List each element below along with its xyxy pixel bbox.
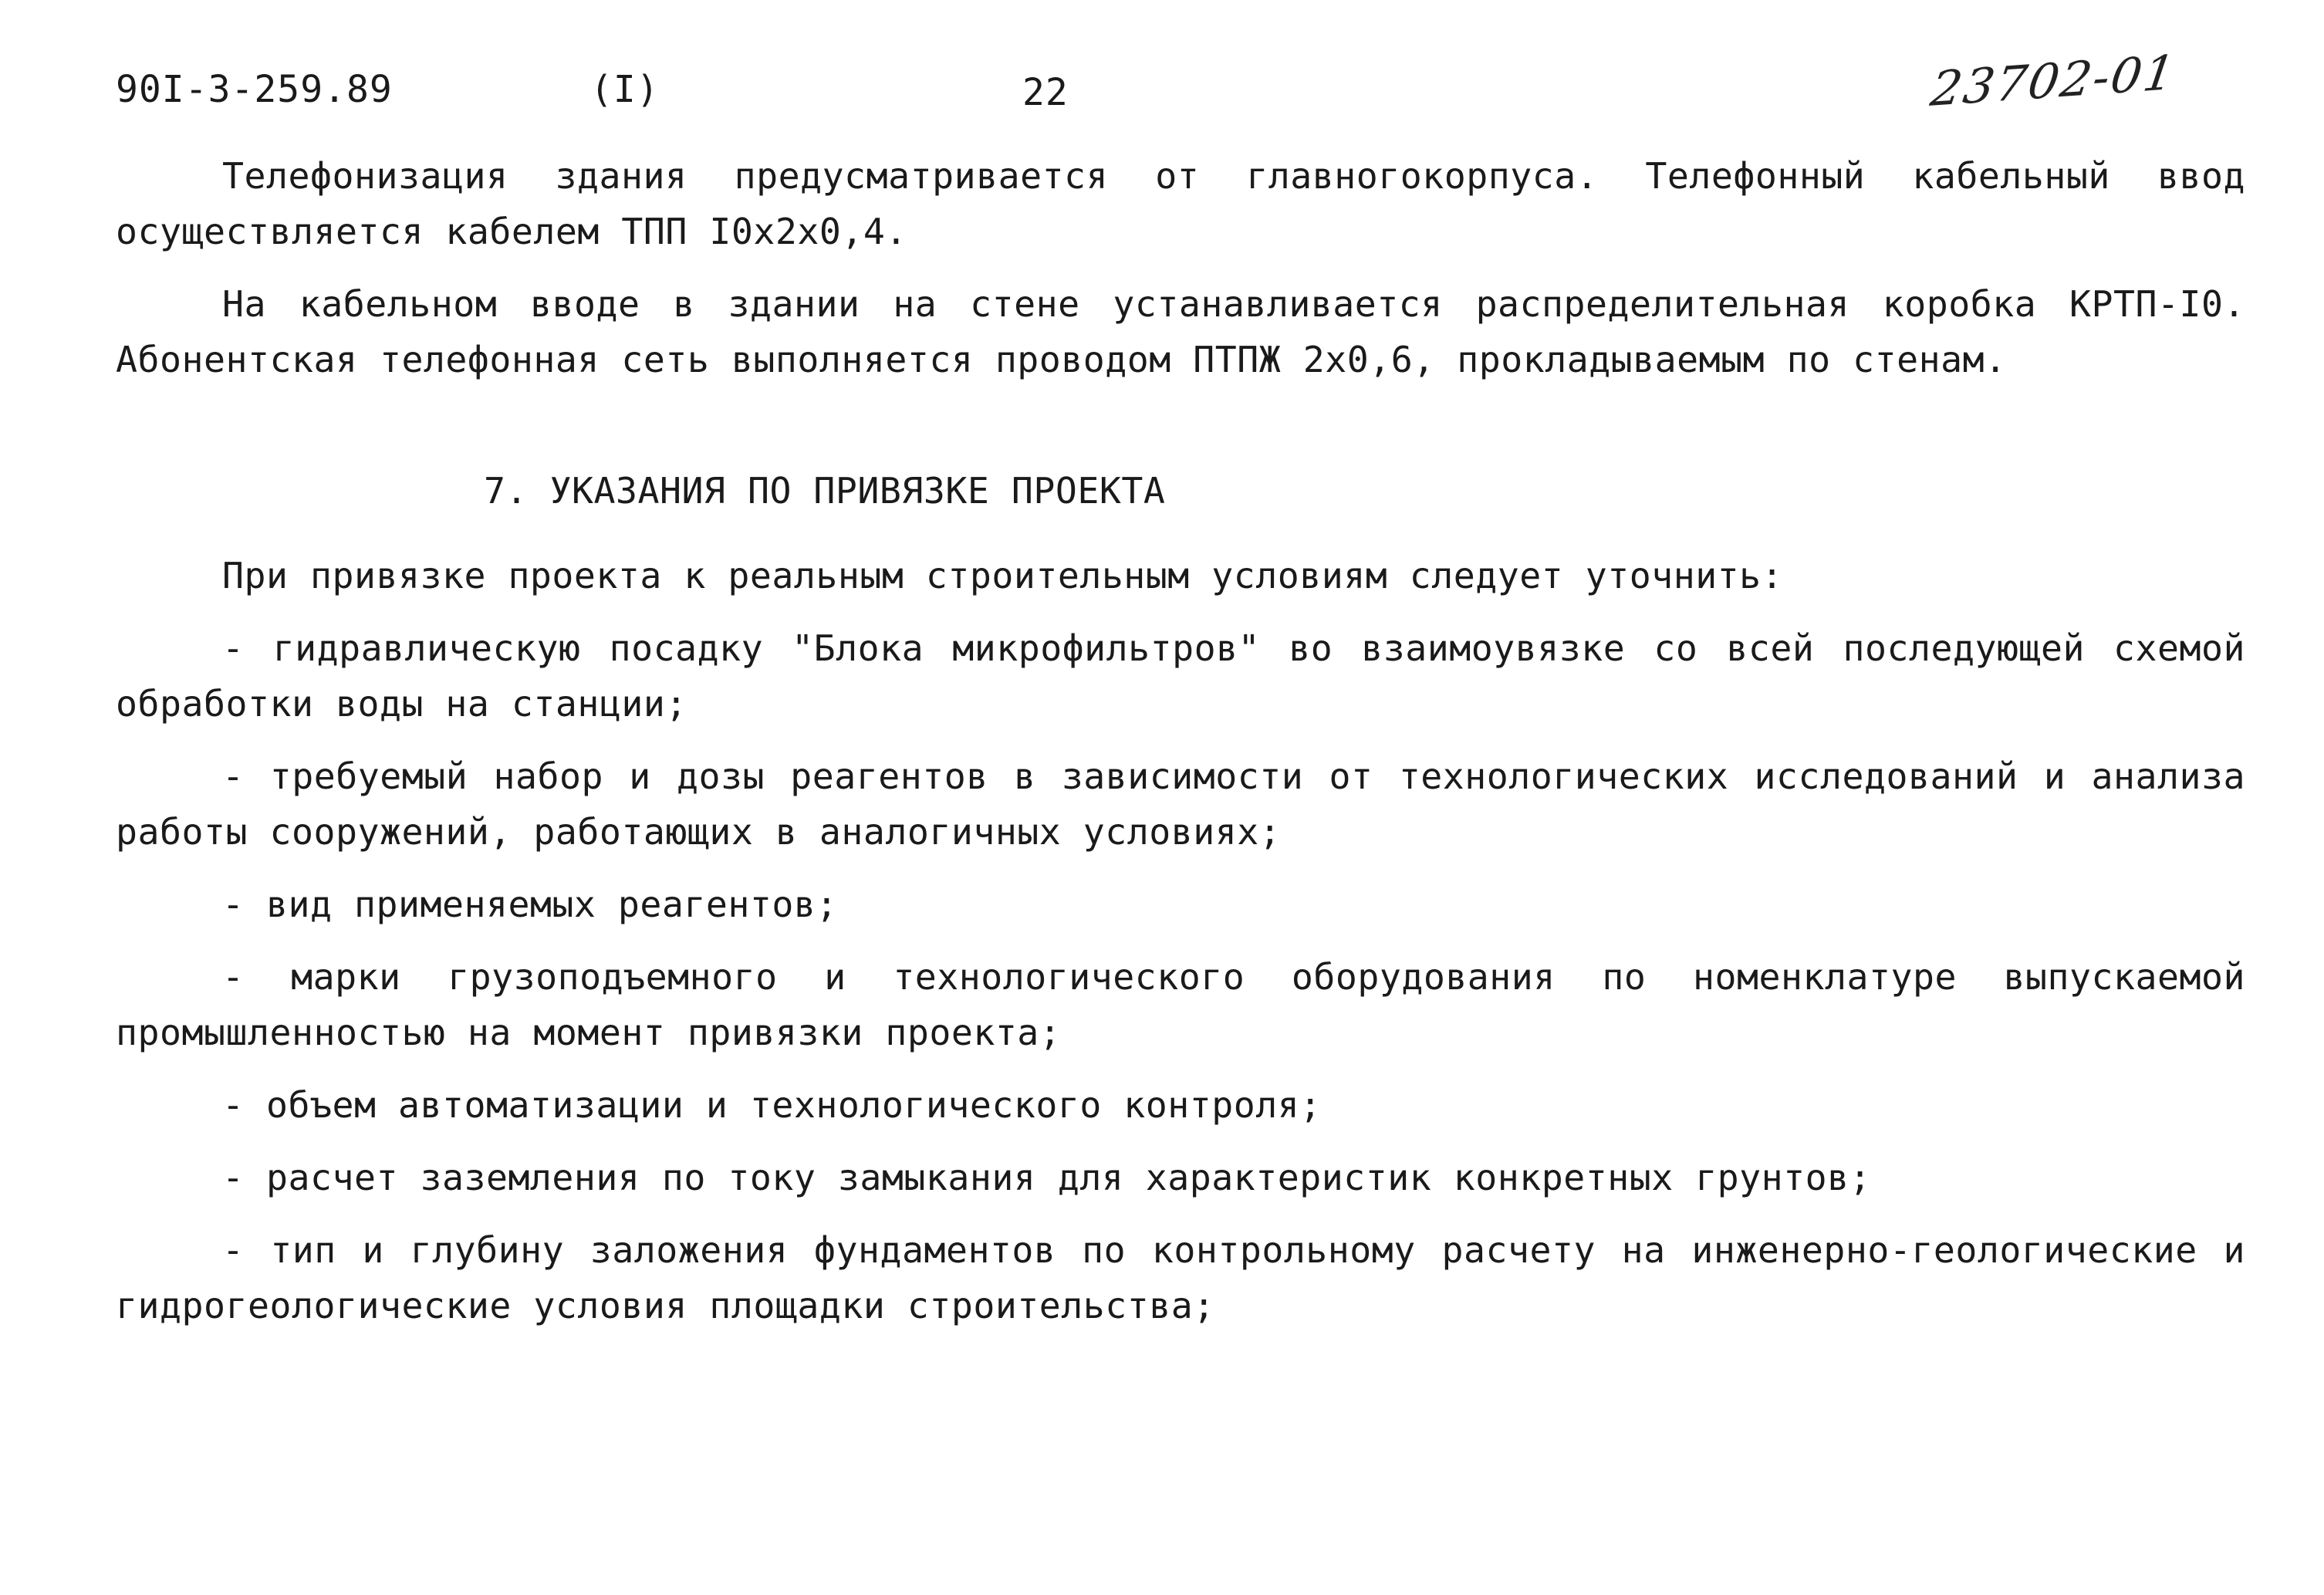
section-number: (I) [590,68,660,111]
list-item: - тип и глубину заложения фундаментов по контрольному расчету на инженерно-геологические и гидрогеологические условия площадки строительства; [116,1229,2245,1326]
page-number: 22 [1022,71,1069,114]
list-item: - вид применяемых реагентов; [222,884,838,925]
document-code: 90I-3-259.89 [116,68,393,111]
page-header [0,44,2324,130]
paragraph-intro: При привязке проекта к реальным строительным условиям следует уточнить: [222,555,1784,596]
paragraph-telephony: Телефонизация здания предусматривается от главногокорпуса. Телефонный кабельный ввод осуществляется кабелем ТПП I0x2x0,4. [116,155,2245,252]
document-body [116,148,2245,1350]
section-heading: 7. УКАЗАНИЯ ПО ПРИВЯЗКЕ ПРОЕКТА [484,470,1166,512]
list-item: - гидравлическую посадку "Блока микрофильтров" во взаимоувязке со всей последующей схемой обработки воды на станции; [116,627,2245,725]
handwritten-inventory-number: 23702-01 [1927,44,2180,117]
paragraph-cable-entry: На кабельном вводе в здании на стене устанавливается распределительная коробка КРТП-I0. Абонентская телефонная сеть выполняется проводом ПТПЖ 2x0,6, прокладываемым по стенам. [116,283,2245,380]
list-item: - требуемый набор и дозы реагентов в зависимости от технологических исследований и анализа работы сооружений, работающих в аналогичных условиях; [116,755,2245,853]
list-item: - объем автоматизации и технологического контроля; [222,1084,1322,1126]
list-item: - марки грузоподъемного и технологического оборудования по номенклатуре выпускаемой промышленностью на момент привязки проекта; [116,956,2245,1053]
list-item: - расчет заземления по току замыкания для характеристик конкретных грунтов; [222,1157,1872,1198]
